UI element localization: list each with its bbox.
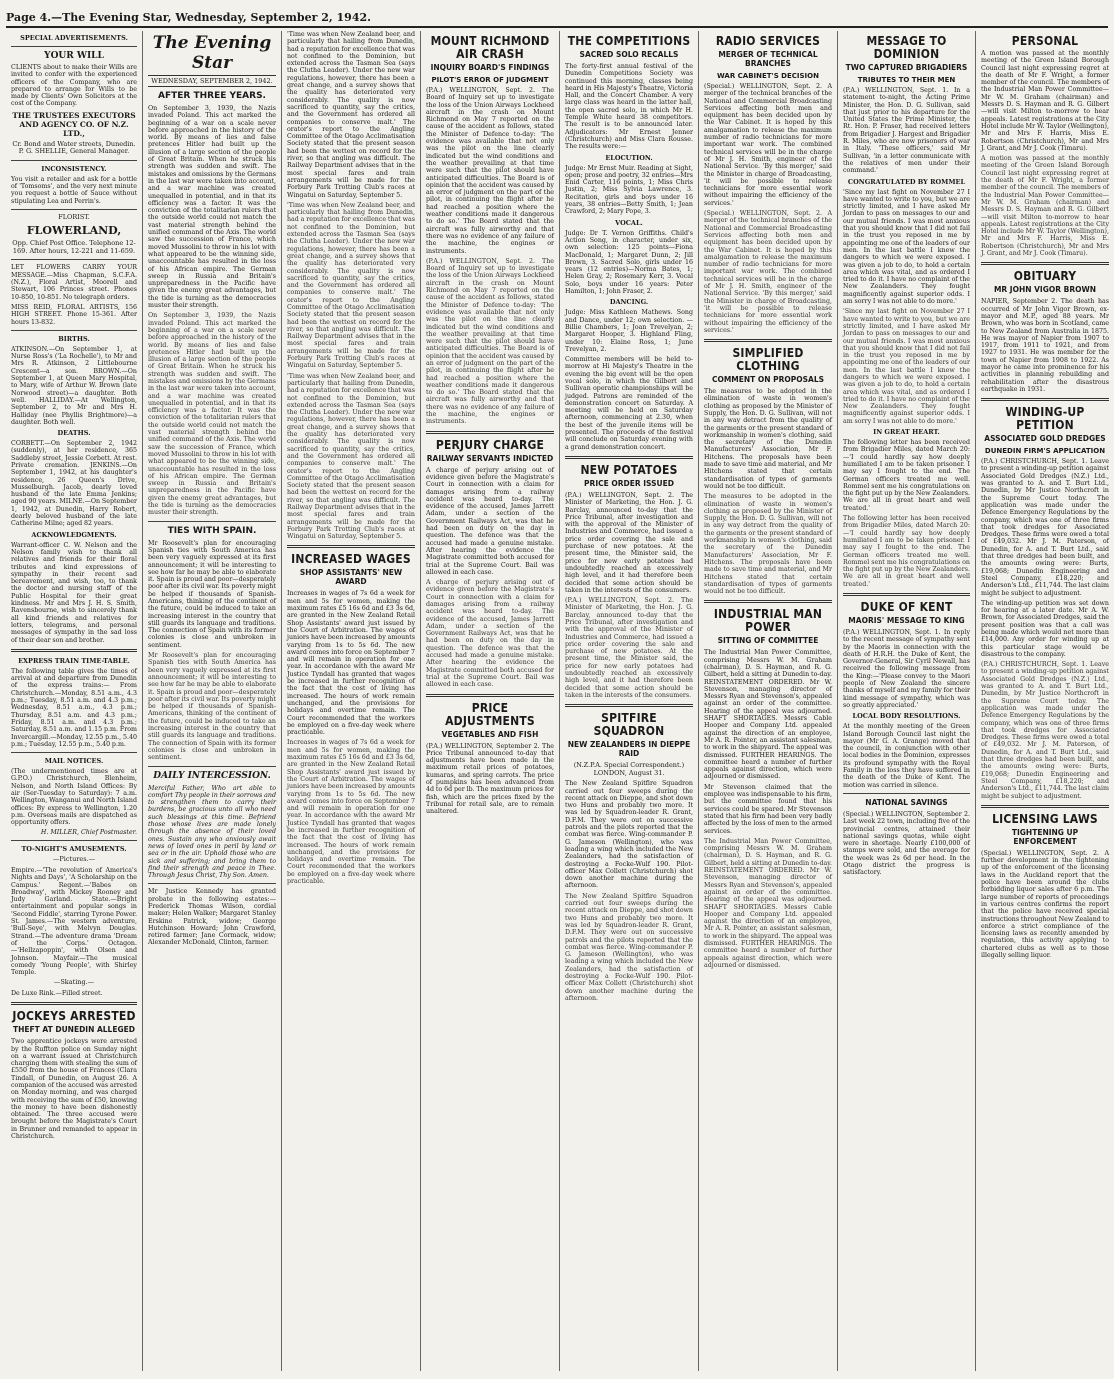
divider <box>843 593 970 596</box>
jockeys-subhead: THEFT AT DUNEDIN ALLEGED <box>13 1025 135 1035</box>
richmond-text-continued: (P.A.) WELLINGTON, Sept. 2. The Board of Inquiry set up to investigate the loss of the Union Airways Lockheed aircraft in the crash on Mount Richmond on May 7 reported on the cause of the accident as follows, stated the Minister of Defence to-day: 'The evidence was available that not only was the pilot on the line clearly indicated but the wind conditions and the weather prevailing at that time were such that the pilot should have anticipated difficulties. The Board is of opinion that the accident was caused by an error of judgment on the part of the pilot, in continuing the flight after he had reached a position where the weather conditions made it dangerous to do so.' The Board stated that the aircraft was fully airworthy and that there was no evidence of any failure of the machine, the engines or instruments. <box>426 257 554 426</box>
winding-subhead: ASSOCIATED GOLD DREDGES <box>984 434 1106 444</box>
leader-heading: AFTER THREE YEARS. <box>158 91 266 101</box>
obituary-subhead: MR JOHN VIGOR BROWN <box>993 285 1097 295</box>
reid-ad: MISS REID, FLORAL ARTISTS, 156 HIGH STREET. Phone 15-361. After hours 13-832. <box>11 303 137 326</box>
manpower-subhead: SITTING OF COMMITTEE <box>717 636 819 646</box>
your-will-heading: YOUR WILL <box>44 51 104 61</box>
rommel-text: 'Since my last fight on November 27 I have wanted to write to you, but we are strictly limited, and I have asked Mr Jordan to pass on messages to our and our mutual friends. I was most anxious that you should know that I did not fail in the trust you reposed in me by appointing me one of the leaders of our men. In the last battle I knew the dangers to which we were exposed. I was given a job to do, to hold a certain area which was vital, and as ordered I tried to do it. I have no complaint of the New Zealanders. They fought magnificently against superior odds. I am sorry I was not able to do more.' <box>843 188 970 306</box>
potatoes-text: (P.A.) WELLINGTON, Sept. 2. The Minister of Marketing, the Hon. J. G. Barclay, announced to-day that the Price Tribunal, after investigation and with the approval of the Minister of Industries and Commerce, had issued a price order covering the sale and purchase of new potatoes. At the present time, the Minister said, the price for new early potatoes had undoubtedly reached an excessively high level, and it had therefore been decided that some action should be taken in the interests of the consumers. <box>565 491 693 594</box>
column-2 <box>143 31 282 1371</box>
obituary-headline: OBITUARY <box>1013 269 1077 284</box>
great-heart-text: The following letter has been received from Brigadier Miles, dated March 20:—'I could hardly say how deeply humiliated I am to be taken prisoner. I may say I fought to the end. The German officers treated me well. Rommel sent me his congratulations on the fight put up by the New Zealanders. We are all in great heart and well treated.' <box>843 439 970 512</box>
divider <box>11 160 137 161</box>
perjury-text-continued: A charge of perjury arising out of evidence given before the Magistrate's Court in connection with a claim for damages arising from a railway accident was heard to-day. The evidence of the accused, James Jarrett Adam, under a section of the Government Railways Act, was that he had been on duty on the day in question. The defence was that the accused had made a genuine mistake. After hearing the evidence the Magistrate committed both accused for trial at the Supreme Court. Bail was allowed in each case. <box>426 579 554 689</box>
personal-text: A motion was passed at the monthly meeting of the Green Island Borough Council last night expressing regret at the death of Mr F. Wright, a former member of the council. The members of the Industrial Man Power Committee—Mr W. M. Graham (chairman) and Messrs D. S. Hayman and R. G. Gilbert—will visit Milton to-morrow to hear appeals. Latest registrations at the City Hotel include Mr W. Taylor (Wellington), Mr and Mrs F. Harris, Miss E. Robertson (Christchurch), Mr and Mrs J. Grant, and Mr J. Cook (Timaru). <box>981 50 1109 152</box>
radio-subhead-2: WAR CABINET'S DECISION <box>717 72 819 80</box>
local-body-heading: LOCAL BODY RESOLUTIONS. <box>852 712 961 721</box>
personal-text-continued: A motion was passed at the monthly meeting of the Green Island Borough Council last night expressing regret at the death of Mr F. Wright, a former member of the council. The members of the Industrial Man Power Committee—Mr W. M. Graham (chairman) and Messrs D. S. Hayman and R. G. Gilbert—will visit Milton to-morrow to hear appeals. Latest registrations at the City Hotel include Mr W. Taylor (Wellington), Mr and Mrs F. Harris, Miss E. Robertson (Christchurch), Mr and Mrs J. Grant, and Mr J. Cook (Timaru). <box>981 155 1109 258</box>
trustees-address: Cr. Bond and Water streets, Dunedin. P. G. SHELLIE, General Manager. <box>12 139 136 156</box>
spitfire-dateline: (N.Z.P.A. Special Correspondent.) LONDON, August 31. <box>573 761 685 777</box>
radio-text-continued: (Special.) WELLINGTON, Sept. 2. A merger of the technical branches of the National and Commercial Broadcasting Services affecting both men and equipment has been decided upon by the War Cabinet. It is hoped by this amalgamation to release the maximum number of radio technicians for more important war work. The combined technical services will be in the charge of Mr J. H. Smith, engineer of the National Service. 'By this merger,' said the Minister in charge of Broadcasting, 'it will be possible to release technicians for more essential work without impairing the efficiency of the services.' <box>704 210 832 334</box>
licensing-subhead: TIGHTENING UP ENFORCEMENT <box>1011 827 1079 846</box>
perjury-text: A charge of perjury arising out of evidence given before the Magistrate's Court in connection with a claim for damages arising from a railway accident was heard to-day. The evidence of the accused, James Jarrett Adam, under a section of the Government Railways Act, was that he had been on duty on the day in question. The defence was that the accused had made a genuine mistake. After hearing the evidence the Magistrate committed both accused for trial at the Supreme Court. Bail was allowed in each case. <box>426 466 554 576</box>
duke-subhead: MAORIS' MESSAGE TO KING <box>848 616 965 625</box>
potatoes-subhead: PRICE ORDER ISSUED <box>584 478 674 488</box>
flowers-ad: LET FLOWERS CARRY YOUR MESSAGE.—Miss Chapman, S.C.F.A. (N.Z.), Floral Artist, Moorell and Stewart, 106 Princes street. Phones 10-850, 10-851. No telegraph orders. <box>11 264 137 301</box>
divider <box>148 521 276 522</box>
savings-text: (Special.) WELLINGTON, September 2. Last week 22 town, including five of the provincial centres, attained their national savings quotas, while eight were in shortage. Nearly £100,000 of stamps were sold, and the average for the week was 2s 6d per head. In the Otago district the progress is satisfactory. <box>843 810 970 877</box>
personal-headline: PERSONAL <box>1011 34 1079 48</box>
timetable-text: The following table gives the times of arrival at and departure from Dunedin of the express trains:— From Christchurch.—Monday, 8.51 a.m., 4.3 p.m.; Tuesday, 8.51 a.m. and 4.3 p.m.; Wednesday, 8.51 a.m., 4.3 p.m.; Thursday, 8.51 a.m. and 4.3 p.m.; Friday, 8.51 a.m. and 4.3 p.m.; Saturday, 8.51 a.m. and 1.15 p.m. From Invercargill.—Monday, 12.55 p.m., 5.40 p.m.; Tuesday, 12.55 p.m., 5.40 p.m. <box>11 667 137 748</box>
clothing-text: The measures to be adopted in the elimination of waste in women's clothing as proposed by the Minister of Supply, the Hon. D. G. Sullivan, will not in any way detract from the quality of the garments or the present standard of workmanship in women's clothing, said the secretary of the Dunedin Manufacturers' Association, Mr F. Hitchens. The proposals have been made to save time and material, and Mr Hitchens stated that certain standardisation of types of garments would not be too difficult. <box>704 388 832 490</box>
divider <box>565 456 693 459</box>
winding-text: (P.A.) CHRISTCHURCH, Sept. 1. Leave to present a winding-up petition against Associated Gold Dredges (N.Z.) Ltd., was granted to A. and T. Burt Ltd., Dunedin, by Mr Justice Northcroft in the Supreme Court today. The application was made under the Defence Emergency Regulations by the company, which was one of three firms that took dredges for Associated Dredges. These firms were owed a total of £49,032. Mr J. M. Paterson, of Dunedin, for A. and T. Burt Ltd., said that three dredges had been built, and the amounts owing were: Burts, £19,068; Dunedin Engineering and Steel Company, £18,220; and Anderson's Ltd., £11,744. The last claim might be subject to adjustment. <box>981 458 1109 597</box>
births-text: ATKINSON.—On September 1, at Nurse Ross's ('La Rochelle'), to Mr and Mrs R. Atkinson, 2 Littlebourne Crescent—a son. BROWN.—On September 1, at Queen Mary Hospital, to Mary, wife of Arthur W. Brown (late Norwood street)—a daughter. Both well. HALLIDAY.—At Wellington, September 2, to Mr and Mrs H. Halliday (nee Phyllis Brightmore)—a daughter. Both well. <box>11 345 137 426</box>
spitfire-subhead: NEW ZEALANDERS IN DIEPPE RAID <box>567 740 691 759</box>
column-3 <box>282 31 421 1371</box>
competitions-subhead: SACRED SOLO RECALLS <box>579 50 679 59</box>
manpower-text-2: Mr Stevenson claimed that the employee was indispensable to his firm, but the committee found that his services could be spared. Mr Stevenson stated that his firm had been very badly affected by the loss of men to the armed services. <box>704 783 832 835</box>
divider <box>11 209 137 210</box>
manpower-text: The Industrial Man Power Committee, comprising Messrs W. M. Graham (chairman), D. S. Hayman, and R. G. Gilbert, held a sitting at Dunedin to-day. REINSTATEMENT ORDERED. Mr W. Stevenson, managing director of Messrs Ryan and Stevenson's, appealed against an order of the committee. Hearing of the appeal was adjourned. SHAFT SHORTAGES. Messrs Cable Hooper and Company Ltd. appealed against the direction of an employee, Mr A. R. Pointer, an assistant salesman, to work in the shipyard. The appeal was dismissed. FURTHER HEARINGS. The committee heard a number of further appeals against direction, which were adjourned or dismissed. <box>704 649 832 781</box>
divider <box>843 793 970 794</box>
mail-text: (The undermentioned times are at G.P.O.) Christchurch, Blenheim, Nelson, and North Island Offices: By air (Ser-Tuesday to Saturday): 7 a.m. Wellington, Wanganui and North Island offices: By express to Wellington, 1.20 p.m. Overseas mails are dispatched as opportunity offers. <box>11 768 137 827</box>
masthead: The Evening Star <box>152 33 272 73</box>
divider <box>287 545 415 548</box>
jockeys-text: Two apprentice jockeys were arrested by the Ruffton police on Sunday night on a warrant issued at Christchurch charging them with stealing the sum of £550 from the house of Frances (Clara Tindall, of Dunedin, on August 26. A companion of the accused was arrested on Monday morning, and was charged with receiving the sum of £50, knowing the money to have been dishonestly obtained. The three accused were brought before the Magistrate's Court in Brunner and remanded to appear in Christchurch. <box>11 1038 137 1141</box>
divider <box>148 766 276 767</box>
leader-text: On September 3, 1939, the Nazis invaded Poland. This act marked the beginning of a war on a scale never before approached in the history of the world. By means of lies and false pretences Hitler had built up the illusion of a large section of the people of Great Britain. When he struck his strength was sudden and swift. The mistakes and omissions by the Germans in the last war were taken into account, and a war machine was created unequalled in potential, and in that its efficiency was a factor. It was the conviction of the totalitarian rulers that the outside world could not match the vast material strength behind the unified command of the Axis. The world saw the succession of France, which moved Mussolini to throw in his lot with what appeared to be the winning side, unaccountable has resulted in the loss of his African empire. The German sweep in Russia and Britain's unpreparedness in the Pacific have given the enemy great advantages, but the tide is turning as the democracies muster their strength. <box>148 105 276 310</box>
column-5 <box>560 31 699 1371</box>
divider <box>426 694 554 697</box>
acknowledgments-heading: ACKNOWLEDGMENTS. <box>31 530 117 539</box>
richmond-subhead-2: PILOT'S ERROR OF JUDGMENT <box>431 76 549 84</box>
divider <box>704 600 832 603</box>
message-headline: MESSAGE TO DOMINION <box>866 34 947 61</box>
special-ads-heading: SPECIAL ADVERTISEMENTS. <box>20 34 128 42</box>
florist-label: FLORIST. <box>58 212 90 221</box>
radio-headline: RADIO SERVICES <box>715 34 821 48</box>
wages-text: Increases in wages of 7s 6d a week for men and 5s for women, making the maximum rates £5 16s 6d and £3 3s 6d, are granted in the New Zealand Retail Shop Assistants' award just issued by the Court of Arbitration. The wages of juniors have been increased by amounts varying from 1s to 5s 6d. The new award comes into force on September 7 and will remain in operation for one year. In accordance with the award Mr Justice Tyndall has granted that wages be increased in further recognition of the fact that the cost of living has increased. The hours of work remain unchanged, and the provisions for holidays and overtime remain. The Court recommended that the workers be employed on a five-day week where practicable. <box>287 590 415 737</box>
jockeys-headline: JOCKEYS ARRESTED <box>12 1009 136 1024</box>
will-ad-text: CLIENTS about to make their Wills are invited to confer with the experienced officers of the Company, who are prepared to arrange for Wills to be made by Clients' Own Solicitors at the cost of the Company. <box>11 64 137 108</box>
deaths-heading: DEATHS. <box>57 429 91 438</box>
dancing-heading: DANCING. <box>609 298 649 307</box>
florist-address: Opp. Chief Post Office. Telephone 12-169. After hours, 12-221 and 11-659. <box>12 239 136 255</box>
divider <box>11 46 137 47</box>
divider <box>981 398 1109 401</box>
message-text: (P.A.) WELLINGTON, Sept. 1. In a statement to-night, the Acting Prime Minister, the Hon. D. G. Sullivan, said that just prior to his departure for the United States the Prime Minister, the Rt. Hon. P. Fraser, had received letters from Brigadier J. Hargest and Brigadier R. Miles, who are now prisoners of war in Italy. 'These officers,' said Mr Sullivan, 'in a letter communicate with the relatives of men under their command.' <box>843 87 970 175</box>
deaths-text: CORBETT.—On September 2, 1942 (suddenly), at her residence, 365 Saddleby street, Jessie Corbett. At rest. Private cremation. JENKINS.—On September 1, 1942, at his daughter's residence, 26 Queen's Drive, Musselburgh. Jacob, dearly loved husband of the late Emma Jenkins; aged 90 years. MILNE.—On September 1, 1942, at Dunedin, Harry Robert, dearly beloved husband of the late Catherine Milne; aged 82 years. <box>11 440 137 528</box>
elocution-heading: ELOCUTION. <box>605 153 653 162</box>
births-heading: BIRTHS. <box>58 334 90 343</box>
divider <box>981 805 1109 808</box>
savings-heading: NATIONAL SAVINGS <box>865 797 948 807</box>
competitions-headline: THE COMPETITIONS <box>567 34 691 48</box>
column-4 <box>421 31 560 1371</box>
dancing-text: Judge: Miss Kathleen Mathews. Song and Dance, under 12; own selection. —Billie Chambers, 1; Joan Trevelyan, 2; Margaret Hooper, 3. Highland Fling, under 10: Elaine Ross, 1; June Trevelyan, 2. <box>565 309 693 353</box>
winding-subhead-2: DUNEDIN FIRM'S APPLICATION <box>984 447 1106 456</box>
ties-text-continued: Mr Roosevelt's plan for encouraging Spanish ties with South America has been very vaguely expressed at its first announcement; it will be interesting to see how far he may be able to elaborate it. Spain is proud and poor—desperately poor after its civil war. Its poverty might be helped if thousands of Spanish-Americans, thinking of the continent of the future, could be induced to take an increasing interest in the country that still guards its language and traditions. The connection of Spain with its former colonies is close and unbroken in sentiment. <box>148 652 277 762</box>
intercession-text: Merciful Father, Who art able to comfort Thy people in their sorrows and to strengthen them to carry their burdens, be gracious unto all who need such blessings at this time. Befriend those whose lives are made lonely through the absence of their loved ones. Sustain any who anxiously await news of loved ones in peril by land or sea or in the air. Uphold those who are sick and suffering; and bring them to find their strength and peace in Thee. Through Jesus Christ, Thy Son. Amen. <box>148 784 276 880</box>
perjury-subhead: RAILWAY SERVANTS INDICTED <box>426 453 554 463</box>
spitfire-text-continued: The New Zealand Spitfire Squadron carried out four sweeps during the recent attack on Dieppe, and shot down two Huns and probably two more. It was led by Squadron-leader R. Grant, D.F.M. They were out on successive patrols and the pilots reported that the combat was fierce. Wing-commander P. G. Jameson (Wellington), who was leading a wing which included the New Zealanders, had the satisfaction of destroying a Focke-Wulf 190. Pilot-officer Max Collett (Christchurch) shot down another machine during the afternoon. <box>565 892 693 1002</box>
mail-signature: H. MILLER, Chief Postmaster. <box>40 829 137 837</box>
clothing-text-continued: The measures to be adopted in the elimination of waste in women's clothing as proposed by the Minister of Supply, the Hon. D. G. Sullivan, will not in any way detract from the quality of the garments or the present standard of workmanship in women's clothing, said the secretary of the Dunedin Manufacturers' Association, Mr F. Hitchens. The proposals have been made to save time and material, and Mr Hitchens stated that certain standardisation of types of garments would not be too difficult. <box>704 493 832 596</box>
divider <box>704 339 832 342</box>
licensing-text: (Special.) WELLINGTON, Sept. 2. A further development in the tightening up of the enforcement of the licensing laws in the Auckland report that the police have been around the clubs forbidding liquor sales after 6 p.m. The large number of reports of proceedings in various centres confirms the report that the police have received special instructions throughout New Zealand to enforce a strict compliance of the licensing laws as recently amended by regulation, this activity applying to chartered clubs as well as to those illegally selling liquor. <box>981 849 1109 959</box>
divider <box>426 431 554 434</box>
column-1 <box>6 31 143 1371</box>
skating-heading: —Skating.— <box>53 978 95 987</box>
richmond-subhead: INQUIRY BOARD'S FINDINGS <box>430 63 550 72</box>
rommel-text-continued: 'Since my last fight on November 27 I have wanted to write to you, but we are strictly limited, and I have asked Mr Jordan to pass on messages to our and our mutual friends. I was most anxious that you should know that I did not fail in the trust you reposed in me by appointing me one of the leaders of our men. In the last battle I knew the dangers to which we were exposed. I was given a job to do, to hold a certain area which was vital, and as ordered I tried to do it. I have no complaint of the New Zealanders. They fought magnificently against superior odds. I am sorry I was not able to do more.' <box>843 308 970 425</box>
probate-text: Mr Justice Kennedy has granted probate in the following estates:—Frederick Thomas Wilson, cordial maker; Helen Walker; Margaret Stanley Erskine Patrick, widow; George Hutchinson Howard; John Crawford, retired farmer; Jane Cormack, widow; Alexander McDonald, Clinton, farmer. <box>148 888 276 947</box>
licensing-headline: LICENSING LAWS <box>992 811 1098 826</box>
trustees-heading: THE TRUSTEES EXECUTORS AND AGENCY CO. OF N.Z. LTD., <box>12 110 136 138</box>
florist-name: FLOWERLAND, <box>26 224 122 238</box>
price-subhead: VEGETABLES AND FISH <box>441 729 539 739</box>
richmond-headline: MOUNT RICHMOND AIR CRASH <box>430 34 550 61</box>
column-6 <box>699 31 838 1371</box>
winding-headline: WINDING-UP PETITION <box>1005 405 1085 433</box>
manpower-text-continued: The Industrial Man Power Committee, comprising Messrs W. M. Graham (chairman), D. S. Hayman, and R. G. Gilbert, held a sitting at Dunedin to-day. REINSTATEMENT ORDERED. Mr W. Stevenson, managing director of Messrs Ryan and Stevenson's, appealed against an order of the committee. Hearing of the appeal was adjourned. SHAFT SHORTAGES. Messrs Cable Hooper and Company Ltd. appealed against the direction of an employee, Mr A. R. Pointer, an assistant salesman, to work in the shipyard. The appeal was dismissed. FURTHER HEARINGS. The committee heard a number of further appeals against direction, which were adjourned or dismissed. <box>704 837 832 969</box>
acknowledgments-text: Warrant-officer C. W. Nelson and the Nelson family wish to thank all relatives and friends for their floral tributes and kind expressions of sympathy in their recent sad bereavement, and wish, too, to thank the doctor and nursing staff of the Public Hospital for their great kindness. Mr and Mrs J. H. S. Smith, Ravensbourne, wish to sincerely thank all kind friends and relatives for letters, telegrams, and personal messages of sympathy in the sad loss of their dear son and brother. <box>11 541 137 644</box>
competitions-text: The forty-first annual festival of the Dunedin Competitions Society was continued this morning, classes being heard in His Majesty's Theatre, Victoria Hall, and the Concert Chamber. A very large class was heard in the latter hall, the open sacred solo, in which Mr H. Temple White heard 38 competitors. The result is to be announced later. Adjudicators: Mr Ernest Jenner (Christchurch) and Miss Clara Rousse. The results were:— <box>565 63 693 151</box>
potatoes-text-continued: (P.A.) WELLINGTON, Sept. 2. The Minister of Marketing, the Hon. J. G. Barclay, announced to-day that the Price Tribunal, after investigation and with the approval of the Minister of Industries and Commerce, had issued a price order covering the sale and purchase of new potatoes. At the present time, the Minister said, the price for new early potatoes had undoubtedly reached an excessively high level, and it had therefore been decided that some action should be taken in the interests of the consumers. <box>565 597 693 699</box>
great-heart-heading: IN GREAT HEART. <box>873 428 940 437</box>
wages-headline: INCREASED WAGES <box>291 552 411 567</box>
divider <box>11 649 137 652</box>
potatoes-headline: NEW POTATOES <box>580 462 678 477</box>
notes-text: 'Time was when New Zealand beer, and particularly that hailing from Dunedin, had a reputation for excellence that was not confined to the Dominion, but extended across the Tasman Sea (says the Clutha Leader). Under the new war regulations, however, there has been a great change, and a survey shows that the quality has deteriorated very considerably. The quality is now sacrificed to quantity, say the critics, and the Government has ordered all companies to conserve malt.' The orator's report to the Angling Committee of the Otago Acclimatisation Society stated that the present season had been the wettest on record for the river, so that angling was difficult. The Railway Department advises that in the most special fares and train arrangements will be made for the Forbury Park Trotting Club's races at Wingatui on Saturday, September 5. <box>287 31 415 199</box>
column-7 <box>838 31 976 1371</box>
page-header <box>6 6 1108 28</box>
amusements-heading: TO-NIGHT'S AMUSEMENTS. <box>21 845 127 854</box>
richmond-text: (P.A.) WELLINGTON, Sept. 2. The Board of Inquiry set up to investigate the loss of the Union Airways Lockheed aircraft in the crash on Mount Richmond on May 7 reported on the cause of the accident as follows, stated the Minister of Defence to-day: 'The evidence was available that not only was the pilot on the line clearly indicated but the wind conditions and the weather prevailing at that time were such that the pilot should have anticipated difficulties. The Board is of opinion that the accident was caused by an error of judgment on the part of the pilot, in continuing the flight after he had reached a position where the weather conditions made it dangerous to do so.' The Board stated that the aircraft was fully airworthy and that there was no evidence of any failure of the machine, the engines or instruments. <box>426 87 554 255</box>
elocution-text: Judge: Mr Ernst Muir. Reading at Sight, open; prose and poetry, 32 entries—Mrs Enid Carter, 116 points, 1; Miss Chris Justin, 2; Miss Sylvia Lawrence, 3. Recitation, girls and boys under 16 years, 38 entries—Betty Smith, 1; Jean Crawford, 2; Mary Pope, 3. <box>565 164 693 216</box>
divider <box>981 262 1109 265</box>
great-heart-text-continued: The following letter has been received from Brigadier Miles, dated March 20:—'I could hardly say how deeply humiliated I am to be taken prisoner. I may say I fought to the end. The German officers treated me well. Rommel sent me his congratulations on the fight put up by the New Zealanders. We are all in great heart and well treated.' <box>843 515 970 588</box>
price-headline: PRICE ADJUSTMENTS <box>445 700 535 728</box>
local-body-text: At the monthly meeting of the Green Island Borough Council last night the mayor (Mr G. A. Grange) moved that the council, in conjunction with other local bodies in the Dominion, expresses its profound sympathy with the Royal Family in the loss they have suffered in the death of the Duke of Kent. The motion was carried in silence. <box>843 723 970 789</box>
inconsistency-heading: INCONSISTENCY. <box>41 164 107 173</box>
leader-text-continued: On September 3, 1939, the Nazis invaded Poland. This act marked the beginning of a war on a scale never before approached in the history of the world. By means of lies and false pretences Hitler had built up the illusion of a large section of the people of Great Britain. When he struck his strength was sudden and swift. The mistakes and omissions by the Germans in the last war were taken into account, and a war machine was created unequalled in potential, and in that its efficiency was a factor. It was the conviction of the totalitarian rulers that the outside world could not match the vast material strength behind the unified command of the Axis. The world saw the succession of France, which moved Mussolini to throw in his lot with what appeared to be the winning side, unaccountable has resulted in the loss of his African empire. The German sweep in Russia and Britain's unpreparedness in the Pacific have given the enemy great advantages, but the tide is turning as the democracies muster their strength. <box>148 312 276 517</box>
radio-subhead: MERGER OF TECHNICAL BRANCHES <box>718 50 818 68</box>
perjury-headline: PERJURY CHARGE <box>435 437 545 452</box>
column-8 <box>976 31 1114 1371</box>
vocal-text: Judge: Dr T. Vernon Griffiths. Child's Action Song, in character, under six, own selection: 125 points—Fiona MacDonald, 1; Margaret Dunn, 2; Jill Brown, 3. Sacred Solo, girls under 16 years (12 entries)—Norma Bates, 1; Helen Gray, 2; Rosemary Kerr, 3. Vocal Solo, boys under 16 years: Peter Hamilton, 1; John Fraser, 2. <box>565 229 693 296</box>
winding-text-continued: (P.A.) CHRISTCHURCH, Sept. 1. Leave to present a winding-up petition against Associated Gold Dredges (N.Z.) Ltd., was granted to A. and T. Burt Ltd., Dunedin, by Mr Justice Northcroft in the Supreme Court today. The application was made under the Defence Emergency Regulations by the company, which was one of three firms that took dredges for Associated Dredges. These firms were owed a total of £49,032. Mr J. M. Paterson, of Dunedin, for A. and T. Burt Ltd., said that three dredges had been built, and the amounts owing were: Burts, £19,068; Dunedin Engineering and Steel Company, £18,220; and Anderson's Ltd., £11,744. The last claim might be subject to adjustment. <box>981 661 1109 800</box>
divider <box>565 704 693 707</box>
radio-text: (Special.) WELLINGTON, Sept. 2. A merger of the technical branches of the National and Commercial Broadcasting Services affecting both men and equipment has been decided upon by the War Cabinet. It is hoped by this amalgamation to release the maximum number of radio technicians for more important war work. The combined technical services will be in the charge of Mr J. H. Smith, engineer of the National Service. 'By this merger,' said the Minister in charge of Broadcasting, 'it will be possible to release technicians for more essential work without impairing the efficiency of the services.' <box>704 83 832 207</box>
page-label: Page 4.—The Evening Star, Wednesday, September 2, 1942. <box>6 11 371 24</box>
manpower-headline: INDUSTRIAL MAN POWER <box>713 607 823 635</box>
ties-heading: TIES WITH SPAIN. <box>167 525 257 536</box>
obituary-text: NAPIER, September 2. The death has occurred of Mr John Vigor Brown, ex-mayor and M.P., aged 88 years. Mr Brown, who was born in Scotland, came to New Zealand from Australia in 1875. He was mayor of Napier from 1907 to 1917, from 1911 to 1921, and from 1927 to 1931. He was member for the town of Napier from 1908 to 1922. As mayor he came into prominence for his activities in planning rebuilding and rehabilitation after the disastrous earthquake in 1931. <box>981 298 1109 393</box>
clothing-headline: SIMPLIFIED CLOTHING <box>732 346 804 374</box>
skating-text: De Luxe Rink.—Filled street. <box>11 989 103 997</box>
rommel-heading: CONGRATULATED BY ROMMEL <box>847 177 966 186</box>
divider <box>11 259 137 260</box>
duke-headline: DUKE OF KENT <box>860 600 953 614</box>
divider <box>11 840 137 841</box>
intercession-heading: DAILY INTERCESSION. <box>153 770 271 781</box>
clothing-subhead: COMMENT ON PROPOSALS <box>711 375 825 385</box>
notes-text-continued-2: 'Time was when New Zealand beer, and particularly that hailing from Dunedin, had a reputation for excellence that was not confined to the Dominion, but extended across the Tasman Sea (says the Clutha Leader). Under the new war regulations, however, there has been a great change, and a survey shows that the quality has deteriorated very considerably. The quality is now sacrificed to quantity, say the critics, and the Government has ordered all companies to conserve malt.' The orator's report to the Angling Committee of the Otago Acclimatisation Society stated that the present season had been the wettest on record for the river, so that angling was difficult. The Railway Department advises that in the most special fares and train arrangements will be made for the Forbury Park Trotting Club's races at Wingatui on Saturday, September 5. <box>287 372 415 541</box>
divider <box>11 752 137 753</box>
message-subhead-2: TRIBUTES TO THEIR MEN <box>857 76 956 84</box>
divider <box>148 883 276 884</box>
spitfire-headline: SPITFIRE SQUADRON <box>593 711 665 739</box>
mail-heading: MAIL NOTICES. <box>44 757 104 766</box>
message-subhead: TWO CAPTURED BRIGADIERS <box>845 63 968 72</box>
ties-text: Mr Roosevelt's plan for encouraging Spanish ties with South America has been very vaguely expressed at its first announcement; it will be interesting to see how far he may be able to elaborate it. Spain is proud and poor—desperately poor after its civil war. Its poverty might be helped if thousands of Spanish-Americans, thinking of the continent of the future, could be induced to take an increasing interest in the country that still guards its language and traditions. The connection of Spain with its former colonies is close and unbroken in sentiment. <box>148 539 277 649</box>
wages-subhead: SHOP ASSISTANTS' NEW AWARD <box>299 568 403 587</box>
wages-text-continued: Increases in wages of 7s 6d a week for men and 5s for women, making the maximum rates £5 16s 6d and £3 3s 6d, are granted in the New Zealand Retail Shop Assistants' award just issued by the Court of Arbitration. The wages of juniors have been increased by amounts varying from 1s to 5s 6d. The new award comes into force on September 7 and will remain in operation for one year. In accordance with the award Mr Justice Tyndall has granted that wages be increased in further recognition of the fact that the cost of living has increased. The hours of work remain unchanged, and the provisions for holidays and overtime remain. The Court recommended that the workers be employed on a five-day week where practicable. <box>287 739 415 886</box>
pictures-heading: —Pictures.— <box>52 855 96 864</box>
columns <box>6 31 1108 1371</box>
price-text: (P.A.) WELLINGTON, September 2. The Price Tribunal announced to-day that adjustments have been made in the maximum retail prices of potatoes, kumaras, and spring carrots. The price of pumpkins has been advanced from 4d to 6d per lb. The maximum prices for fish, which are the prices fixed by the Tribunal for retail sale, are to remain unaltered. <box>426 742 554 816</box>
masthead-date: WEDNESDAY, SEPTEMBER 2, 1942. <box>148 75 276 87</box>
winding-text-2: The winding-up petition was set down for hearing at a later date. Mr A. W. Brown, for Associated Dredges, said the present position was that a call was being made which would net more than £14,000. Any order for winding up at this particular stage would be disastrous to the company. <box>981 599 1109 658</box>
notes-text-continued: 'Time was when New Zealand beer, and particularly that hailing from Dunedin, had a reputation for excellence that was not confined to the Dominion, but extended across the Tasman Sea (says the Clutha Leader). Under the new war regulations, however, there has been a great change, and a survey shows that the quality has deteriorated very considerably. The quality is now sacrificed to quantity, say the critics, and the Government has ordered all companies to conserve malt.' The orator's report to the Angling Committee of the Otago Acclimatisation Society stated that the present season had been the wettest on record for the river, so that angling was difficult. The Railway Department advises that in the most special fares and train arrangements will be made for the Forbury Park Trotting Club's races at Wingatui on Saturday, September 5. <box>287 201 415 370</box>
inconsistency-text: You visit a retailer and ask for a bottle of 'Tomsoms', and the very next minute you request a bottle of Sauce without stipulating Lea and Perrin's. <box>11 175 137 205</box>
divider <box>11 330 137 331</box>
timetable-heading: EXPRESS TRAIN TIME-TABLE. <box>18 656 130 665</box>
dancing-text-2: Committee members will be held to-morrow at Hi Majesty's Theatre in the evening the big event will be the open vocal solo, in which the Gilbert and Sullivan operatic championships will be judged. Patrons are reminded of the demonstration concert on Saturday. A meeting will be held on Saturday afternoon, commencing at 2.30, when the best of the juvenile items will be presented. The proceeds of the festival will conclude on Saturday evening with a grand demonstration concert. <box>565 356 693 451</box>
vocal-heading: VOCAL. <box>615 218 643 227</box>
divider <box>11 1002 137 1005</box>
amusements-text: Empire.—'The revolution of America's Nights and Days', 'A Scholarship on the Campus.' Regent.—'Babes on Broadway', with Mickey Rooney and Judy Garland. State.—Bright entertainment and popular songs in 'Second Fiddle', starring Tyrone Power. St. James.—The western adventure, 'Bull-Seye', with Melvyn Douglas. Strand.—The adventure drama 'Dream of the Corps.' Octagon.—'Hellzapoppin', with Olsen and Johnson. Mayfair.—The musical comedy 'Young People', with Shirley Temple. <box>11 866 137 977</box>
duke-text: (P.A.) WELLINGTON, Sept. 1. In reply to the recent message of sympathy sent by the Maoris in connection with the death of H.R.H. the Duke of Kent, the Governor-General, Sir Cyril Newall, has received the following message from the King:—'Please convey to the Maori people of New Zealand the sincere thanks of myself and my family for their kind message of sympathy, which was so greatly appreciated.' <box>843 629 970 709</box>
spitfire-text: The New Zealand Spitfire Squadron carried out four sweeps during the recent attack on Dieppe, and shot down two Huns and probably two more. It was led by Squadron-leader R. Grant, D.F.M. They were out on successive patrols and the pilots reported that the combat was fierce. Wing-commander P. G. Jameson (Wellington), who was leading a wing which included the New Zealanders, had the satisfaction of destroying a Focke-Wulf 190. Pilot-officer Max Collett (Christchurch) shot down another machine during the afternoon. <box>565 780 693 890</box>
